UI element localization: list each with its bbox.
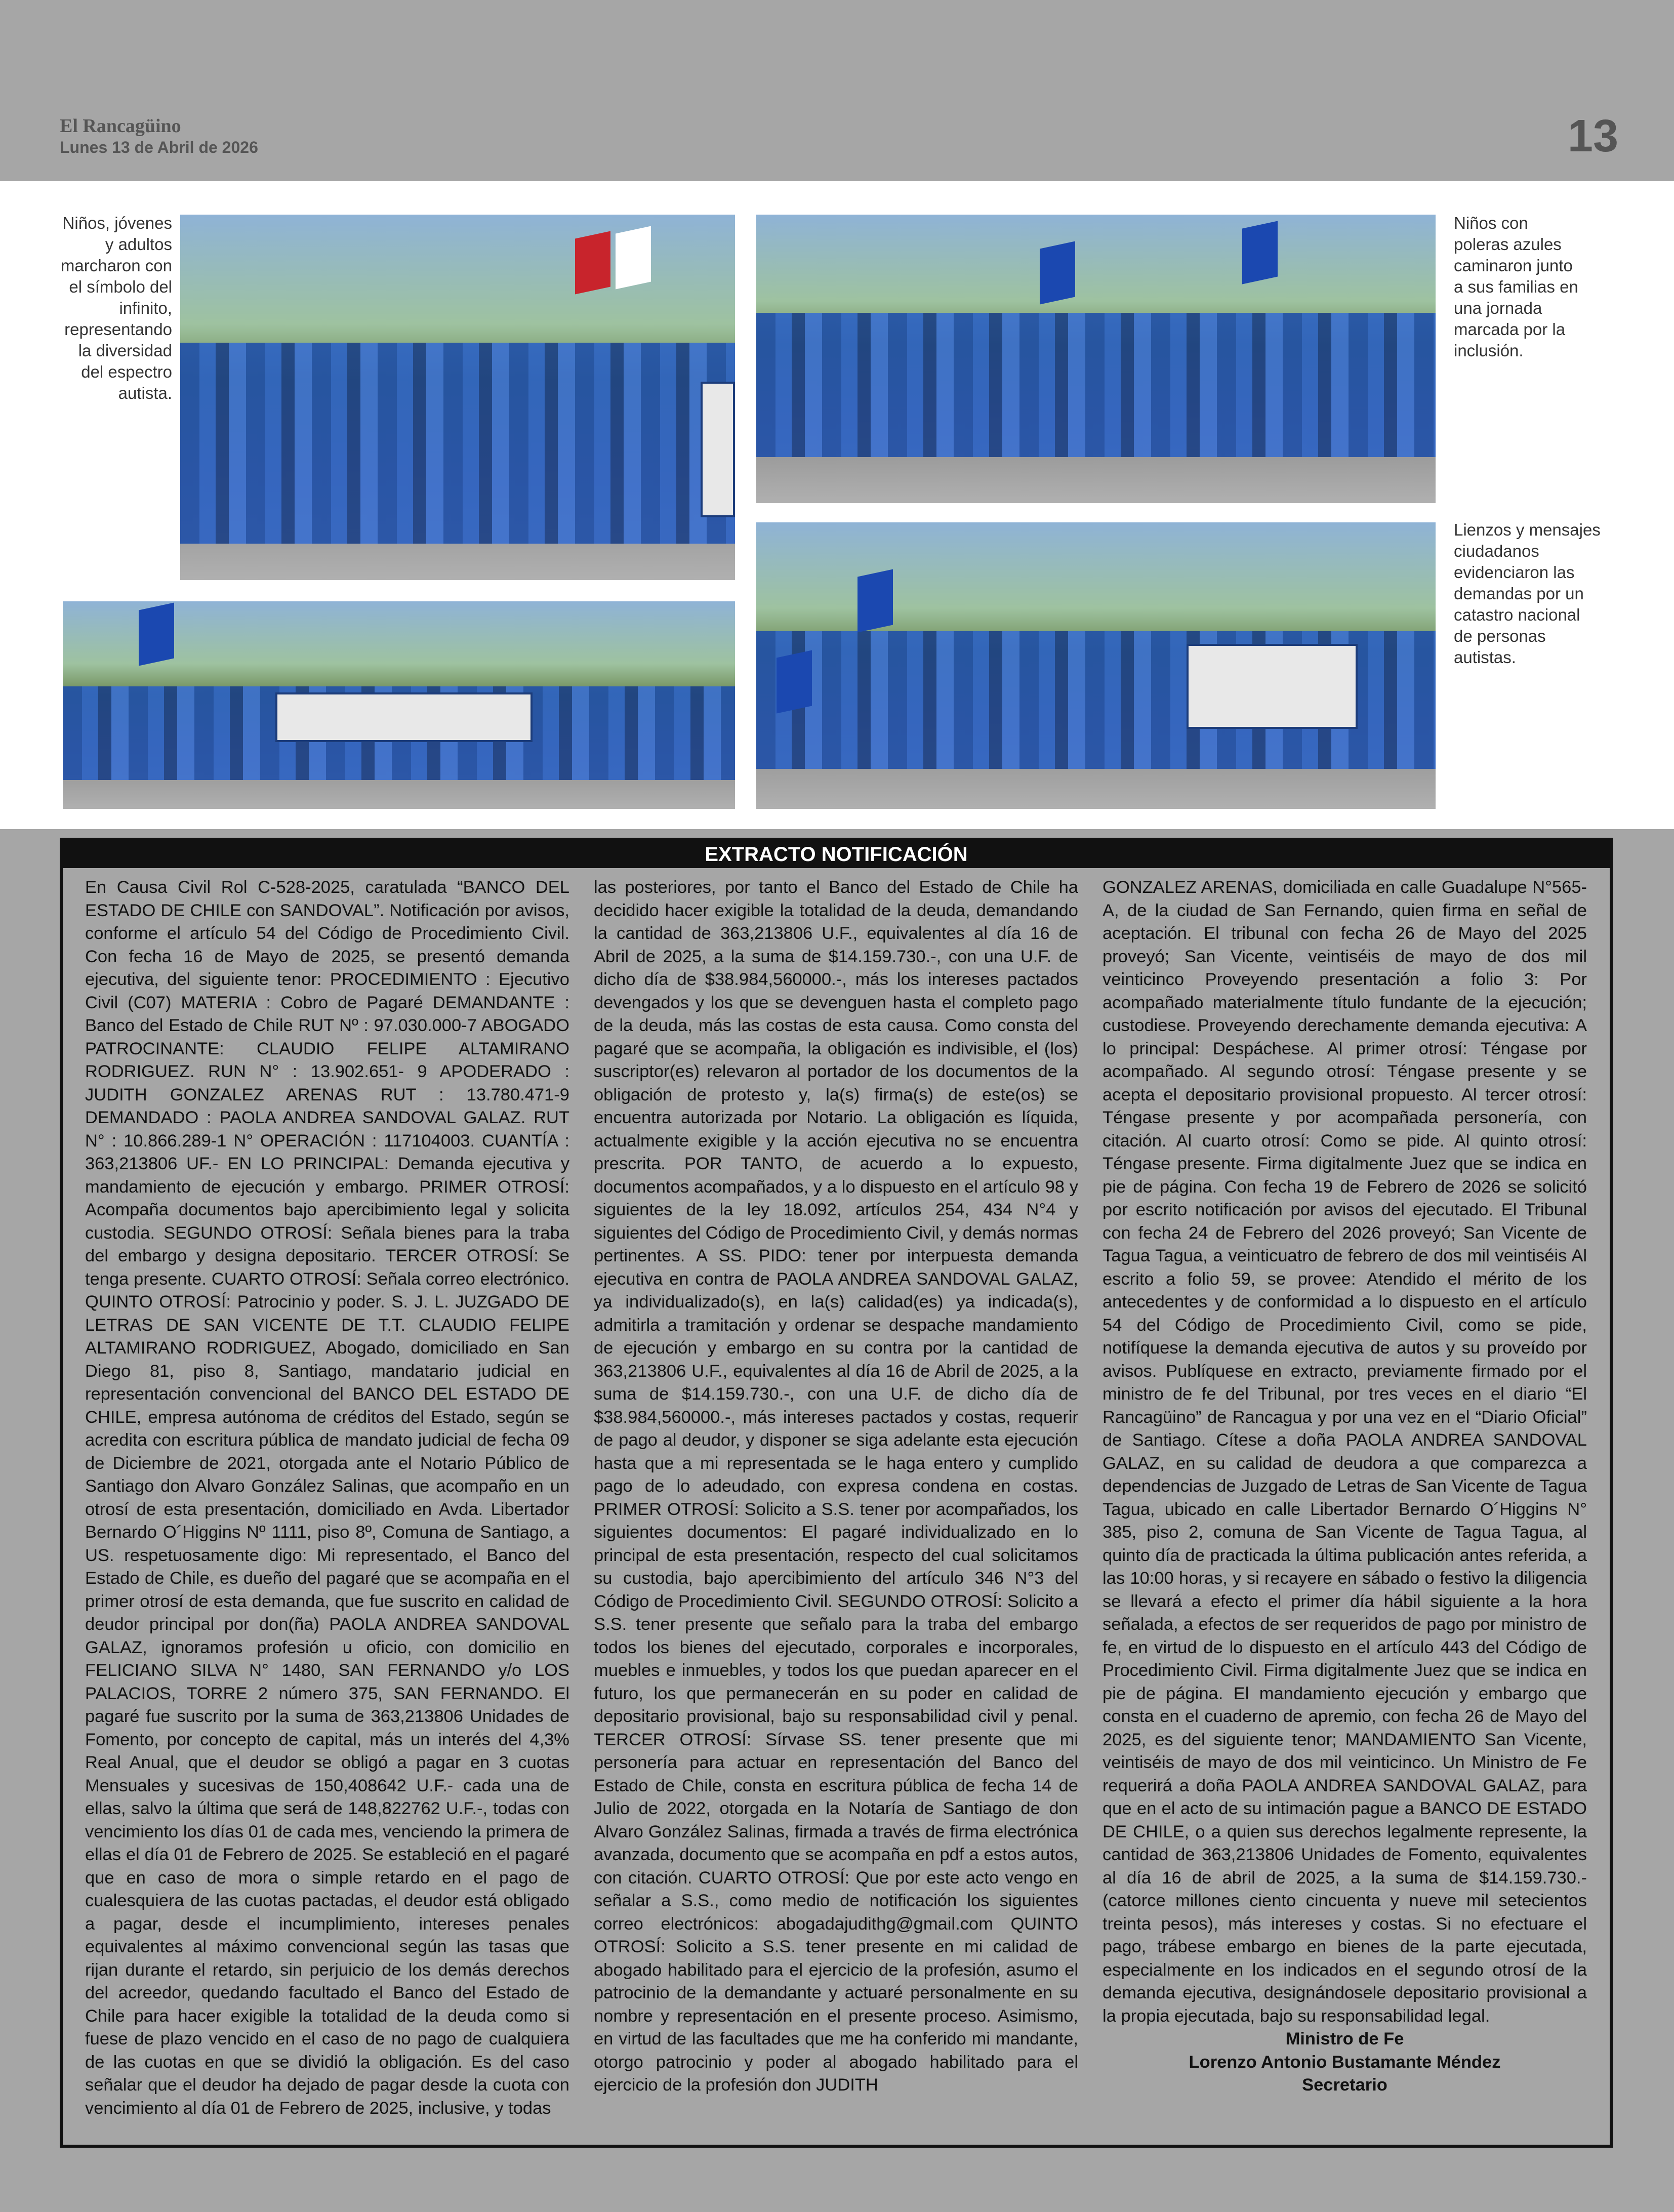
photo-gallery	[0, 181, 1674, 829]
signature-title: Secretario	[1302, 2075, 1387, 2095]
signature-role: Ministro de Fe	[1285, 2029, 1404, 2049]
photo-march-infinity-symbol	[180, 215, 735, 580]
notice-title: EXTRACTO NOTIFICACIÓN	[63, 841, 1610, 868]
caption-middle-right: Lienzos y mensajes ciudadanos evidenciaron las demandas por un catastro nacional de personas autistas.	[1454, 520, 1601, 667]
photo-march-blue-shirts	[756, 215, 1436, 503]
publication-name: El Rancagüino	[60, 115, 181, 137]
page-header	[0, 0, 1674, 181]
photo-march-banner-street	[63, 601, 735, 809]
notice-column-3	[1103, 876, 1587, 2120]
notice-column-2: las posteriores, por tanto el Banco del Estado de Chile ha decidido hacer exigible la totalidad de la deuda, demandando la cantidad de 363,213806 U.F., equivalentes al día 16 de Abril de 2025, a la suma de $14.159.730.-, con una U.F. de dicho día de $38.984,560000.-, más los intereses pactados devengados y los que se devenguen hasta el completo pago de la deuda, más las costas de esta causa. Como consta del pagaré que se acompaña, la obligación es indivisible, el (los) suscriptor(es) relevaron al portador de los documentos de la obligación de protesto y, la(s) firma(s) de este(os) se encuentra autorizada por Notario. La obligación es líquida, actualmente exigible y la acción ejecutiva no se encuentra prescrita. POR TANTO, de acuerdo a lo expuesto, documentos acompañados, y a lo dispuesto en el artículo 98 y siguientes de la ley 18.092, artículos 254, 434 N°4 y siguientes del Código de Procedimiento Civil, y demás normas pertinentes. A SS. PIDO: tener por interpuesta demanda ejecutiva en contra de PAOLA ANDREA SANDOVAL GALAZ, ya individualizado(s), en la(s) calidad(es) ya indicada(s), admitirla a tramitación y ordenar se despache mandamiento de ejecución y embargo en su contra por la cantidad de 363,213806 U.F., equivalentes al día 16 de Abril de 2025, a la suma de $14.159.730.-, con una U.F. de dicho día de $38.984,560000.-, más intereses pactados y costas, requerir de pago al deudor, y disponer se siga adelante esta ejecución hasta que a mi representada se le haga entero y cumplido pago de lo adeudado, con expresa condena en costas. PRIMER OTROSÍ: Solicito a S.S. tener por acompañados, los siguientes documentos: El pagaré individualizado en lo principal de esta presentación, respecto del cual solicitamos su custodia, bajo apercibimiento del artículo 346 N°3 del Código de Procedimiento Civil. SEGUNDO OTROSÍ: Solicito a S.S. tener presente que señalo para la traba del embargo todos los bienes del ejecutado, corporales e incorporales, muebles e inmuebles, y todos los que puedan aparecer en el futuro, los que permanecerán en su poder en calidad de depositario provisional, bajo su responsabilidad civil y penal. TERCER OTROSÍ: Sírvase SS. tener presente que mi personería para actuar en representación del Banco del Estado de Chile, consta en escritura pública de fecha 14 de Julio de 2022, otorgada en la Notaría de Santiago de don Alvaro González Salinas, firmada a través de firma electrónica avanzada, documento que se acompaña en pdf a estos autos, con citación. CUARTO OTROSÍ: Que por este acto vengo en señalar a S.S., como medio de notificación los siguientes correo electrónicos: abogadajudithg@gmail.com QUINTO OTROSÍ: Solicito a S.S. tener presente en mi calidad de abogado habilitado para el ejercicio de la profesión, asumo el patrocinio de la demandante y actuaré personalmente en su nombre y representación en el presente proceso. Asimismo, en virtud de las facultades que me ha conferido mi mandante, otorgo patrocinio y poder al abogado habilitado para el ejercicio de la profesión don JUDITH	[594, 878, 1078, 2095]
photo-march-banners-crowd	[756, 522, 1436, 809]
notice-column-3-text: GONZALEZ ARENAS, domiciliada en calle Guadalupe N°565-A, de la ciudad de San Fernando, quien firma en señal de aceptación. El tribunal con fecha 26 de Mayo del 2025 proveyó; San Vicente, veintiséis de mayo de dos mil veinticinco Proveyendo presentación a folio 3: Por acompañado materialmente título fundante de la ejecución; custodiese. Proveyendo derechamente demanda ejecutiva: A lo principal: Despáchese. Al primer otrosí: Téngase por acompañado. Al segundo otrosí: Téngase presente y se acepta el depositario provisional propuesto. Al tercer otrosí: Téngase presente y por acompañada personería, con citación. Al cuarto otrosí: Como se pide. Al quinto otrosí: Téngase presente. Firma digitalmente Juez que se indica en pie de página. Con fecha 19 de Febrero de 2026 se solicitó por escrito notificación por avisos del ejecutado. El Tribunal con fecha 24 de Febrero del 2026 proveyó; San Vicente de Tagua Tagua, a veinticuatro de febrero de dos mil veintiséis Al escrito a folio 59, se provee: Atendido el mérito de los antecedentes y de conformidad a lo dispuesto en el artículo 54 del Código de Procedimiento Civil, como se pide, notifíquese la demanda ejecutiva de autos y su proveído por avisos. Publíquese en extracto, previamente firmado por el ministro de fe del Tribunal, por tres veces en el diario “El Rancagüino” de Rancagua y por una vez en el “Diario Oficial” de Santiago. Cítese a doña PAOLA ANDREA SANDOVAL GALAZ, en su calidad de deudora a que comparezca a dependencias de Juzgado de Letras de San Vicente de Tagua Tagua, ubicado en calle Libertador Bernardo O´Higgins N° 385, piso 2, comuna de San Vicente de Tagua Tagua, al quinto día de practicada la última publicación antes referida, a las 10:00 horas, y si recayere en sábado o festivo la diligencia se llevará a efecto el primer día hábil siguiente a la hora señalada, a efectos de ser requeridos de pago por ministro de fe, en virtud de lo dispuesto en el artículo 443 del Código de Procedimiento Civil. Firma digitalmente Juez que se indica en pie de página. El mandamiento ejecución y embargo que consta en el cuaderno de apremio, con fecha 26 de Mayo del 2025, es del siguiente tenor; MANDAMIENTO San Vicente, veintiséis de mayo de dos mil veinticinco. Un Ministro de Fe requerirá a doña PAOLA ANDREA SANDOVAL GALAZ, para que en el acto de su intimación pague a BANCO DE ESTADO DE CHILE, o a quien sus derechos legalmente represente, la cantidad de 363,213806 Unidades de Fomento, equivalentes al día 16 de abril de 2025, a la suma de $14.159.730.- (catorce millones ciento cincuenta y nueve mil setecientos treinta pesos), más intereses y costas. Si no efectuare el pago, trábese embargo en bienes de la parte ejecutada, especialmente en los indicados en el segundo otrosí de la demanda ejecutiva, designándosele depositario provisional a la propia ejecutada, bajo su responsabilidad legal.	[1103, 878, 1587, 2026]
signature-name: Lorenzo Antonio Bustamante Méndez	[1189, 2052, 1501, 2072]
masthead	[60, 115, 258, 158]
caption-top-left: Niños, jóvenes y adultos marcharon con el símbolo del infinito, representando la diversidad del espectro autista.	[60, 214, 172, 402]
caption-top-right: Niños con poleras azules caminaron junto a sus familias en una jornada marcada por la inclusión.	[1454, 214, 1578, 360]
publication-date: Lunes 13 de Abril de 2026	[60, 138, 258, 156]
legal-notice	[60, 838, 1613, 2148]
page-number: 13	[1567, 111, 1618, 161]
notice-columns	[85, 876, 1587, 2120]
signature-block	[1103, 2028, 1587, 2097]
notice-column-1: En Causa Civil Rol C-528-2025, caratulada “BANCO DEL ESTADO DE CHILE con SANDOVAL”. Notificación por avisos, conforme el artículo 54 del Código de Procedimiento Civil. Con fecha 16 de Mayo de 2025, se presentó demanda ejecutiva, del siguiente tenor: PROCEDIMIENTO : Ejecutivo Civil (C07) MATERIA : Cobro de Pagaré DEMANDANTE : Banco del Estado de Chile RUT Nº : 97.030.000-7 ABOGADO PATROCINANTE: CLAUDIO FELIPE ALTAMIRANO RODRIGUEZ. RUN N° : 13.902.651- 9 APODERADO : JUDITH GONZALEZ ARENAS RUT : 13.780.471-9 DEMANDADO : PAOLA ANDREA SANDOVAL GALAZ. RUT N° : 10.866.289-1 N° OPERACIÓN : 117104003. CUANTÍA : 363,213806 UF.- EN LO PRINCIPAL: Demanda ejecutiva y mandamiento de ejecución y embargo. PRIMER OTROSÍ: Acompaña documentos bajo apercibimiento legal y solicita custodia. SEGUNDO OTROSÍ: Señala bienes para la traba del embargo y designa depositario. TERCER OTROSÍ: Se tenga presente. CUARTO OTROSÍ: Señala correo electrónico. QUINTO OTROSÍ: Patrocinio y poder. S. J. L. JUZGADO DE LETRAS DE SAN VICENTE DE T.T. CLAUDIO FELIPE ALTAMIRANO RODRIGUEZ, Abogado, domiciliado en San Diego 81, piso 8, Santiago, mandatario judicial en representación convencional del BANCO DEL ESTADO DE CHILE, empresa autónoma de créditos del Estado, según se acredita con escritura pública de mandato judicial de fecha 09 de Diciembre de 2021, otorgada ante el Notario Público de Santiago don Alvaro González Salinas, que acompaño en un otrosí de esta presentación, domiciliado en Avda. Libertador Bernardo O´Higgins Nº 1111, piso 8º, Comuna de Santiago, a US. respetuosamente digo: Mi representado, el Banco del Estado de Chile, es dueño del pagaré que se acompaña en el primer otrosí de esta demanda, que fue suscrito en calidad de deudor principal por don(ña) PAOLA ANDREA SANDOVAL GALAZ, ignoramos profesión u oficio, con domicilio en FELICIANO SILVA N° 1480, SAN FERNANDO y/o LOS PALACIOS, TORRE 2 número 375, SAN FERNANDO. El pagaré fue suscrito por la suma de 363,213806 Unidades de Fomento, por concepto de capital, más un interés del 4,3% Real Anual, que el deudor se obligó a pagar en 3 cuotas Mensuales y sucesivas de 150,408642 U.F.- cada una de ellas, salvo la última que será de 148,822762 U.F.-, todas con vencimiento los días 01 de cada mes, venciendo la primera de ellas el día 01 de Febrero de 2025. Se estableció en el pagaré que en caso de mora o simple retardo en el pago de cualesquiera de las cuotas pactadas, el deudor está obligado a pagar, desde el incumplimiento, intereses penales equivalentes al máximo convencional según las tasas que rijan durante el retardo, sin perjuicio de los demás derechos del acreedor, quedando facultado el Banco del Estado de Chile para hacer exigible la totalidad de la deuda como si fuese de plazo vencido en el caso de no pago de cualquiera de las cuotas en que se dividió la obligación. Es del caso señalar que el deudor ha dejado de pagar desde la cuota con vencimiento al día 01 de Febrero de 2025, inclusive, y todas	[85, 878, 569, 2118]
